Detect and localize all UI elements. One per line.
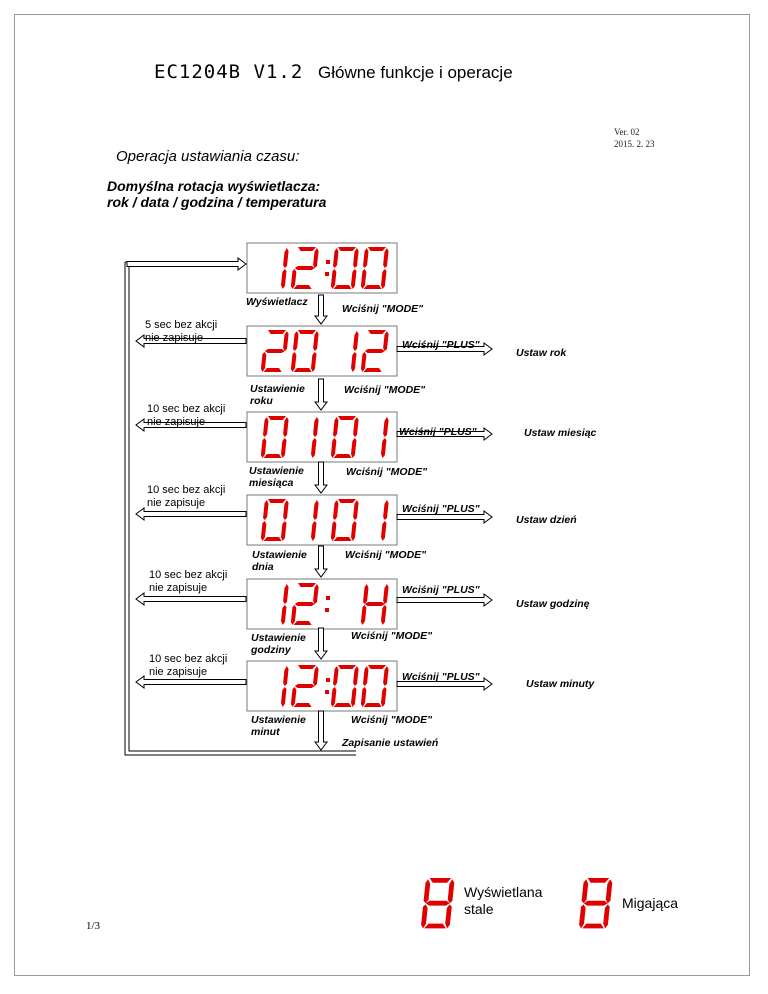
mode-label-2: Wciśnij "MODE" <box>344 384 426 396</box>
caption-month: Ustawienie miesiąca <box>249 465 304 489</box>
result-label-2: Ustaw miesiąc <box>524 427 597 439</box>
version-info: Ver. 02 2015. 2. 23 <box>614 127 655 149</box>
section-title: Operacja ustawiania czasu: <box>116 148 300 165</box>
result-label-1: Ustaw rok <box>516 347 567 359</box>
timeout-label-1: 5 sec bez akcji nie zapisuje <box>145 319 218 344</box>
colon-dot-bottom <box>325 608 329 612</box>
caption-year: Ustawienie roku <box>250 383 305 407</box>
caption-hour: Ustawienie godziny <box>251 632 306 656</box>
colon-dot-top <box>326 260 330 264</box>
segment-g <box>295 684 315 688</box>
segment-g <box>425 901 450 906</box>
down-arrow-0 <box>315 295 327 324</box>
rotation-title: Domyślna rotacja wyświetlacza: rok / data / godzina / temperatura <box>107 178 327 210</box>
colon-dot-top <box>326 678 330 682</box>
mode-label-4: Wciśnij "MODE" <box>345 549 427 561</box>
segment-a <box>587 878 609 883</box>
mode-label-3: Wciśnij "MODE" <box>346 466 428 478</box>
caption-display: Wyświetlacz <box>246 296 308 308</box>
plus-label-1: Wciśnij "PLUS" <box>402 339 480 351</box>
segment-g <box>583 901 608 906</box>
caption-minute: Ustawienie minut <box>251 714 306 738</box>
page-number: 1/3 <box>86 920 101 932</box>
segment-d <box>424 924 446 929</box>
plus-label-4: Wciśnij "PLUS" <box>402 584 480 596</box>
mode-label-6: Wciśnij "MODE" <box>351 714 433 726</box>
segment-c <box>603 904 610 928</box>
down-arrow-5 <box>315 711 327 750</box>
timeout-label-3: 10 sec bez akcji nie zapisuje <box>147 484 226 509</box>
segment-g <box>265 349 285 353</box>
result-label-4: Ustaw godzinę <box>516 598 590 610</box>
legend-steady-label: Wyświetlana stale <box>464 884 543 917</box>
result-label-5: Ustaw minuty <box>526 678 595 690</box>
segment-c <box>445 904 452 928</box>
timeout-label-2: 10 sec bez akcji nie zapisuje <box>147 403 226 428</box>
document-title: Główne funkcje i operacje <box>318 63 513 82</box>
timeout-label-4: 10 sec bez akcji nie zapisuje <box>149 569 228 594</box>
segment-g <box>365 602 385 606</box>
segment-f <box>581 879 588 903</box>
down-arrow-2 <box>315 462 327 493</box>
segment-f <box>423 879 430 903</box>
legend-blinking-label: Migająca <box>622 895 679 911</box>
segment-b <box>605 879 612 903</box>
result-label-3: Ustaw dzień <box>516 514 577 526</box>
mode-label-5: Wciśnij "MODE" <box>351 630 433 642</box>
segment-e <box>579 904 586 928</box>
plus-label-2: Wciśnij "PLUS" <box>399 426 477 438</box>
segment-g <box>295 266 315 270</box>
caption-day: Ustawienie dnia <box>252 549 307 573</box>
segment-g <box>295 602 315 606</box>
mode-label-1: Wciśnij "MODE" <box>342 303 424 315</box>
legend-blinking-digit <box>579 878 613 928</box>
colon-dot-bottom <box>325 690 329 694</box>
down-arrow-1 <box>315 379 327 410</box>
segment-d <box>582 924 604 929</box>
legend-steady-digit <box>421 878 455 928</box>
colon-dot-top <box>326 596 330 600</box>
plus-label-5: Wciśnij "PLUS" <box>402 671 480 683</box>
down-arrow-3 <box>315 546 327 577</box>
segment-a <box>429 878 451 883</box>
return-arrow <box>127 258 246 270</box>
save-label: Zapisanie ustawień <box>342 737 439 749</box>
colon-dot-bottom <box>325 272 329 276</box>
model-name: EC1204B V1.2 <box>154 61 304 83</box>
down-arrow-4 <box>315 628 327 659</box>
plus-label-3: Wciśnij "PLUS" <box>402 503 480 515</box>
timeout-label-5: 10 sec bez akcji nie zapisuje <box>149 653 228 678</box>
segment-e <box>421 904 428 928</box>
segment-b <box>447 879 454 903</box>
segment-g <box>365 349 385 353</box>
